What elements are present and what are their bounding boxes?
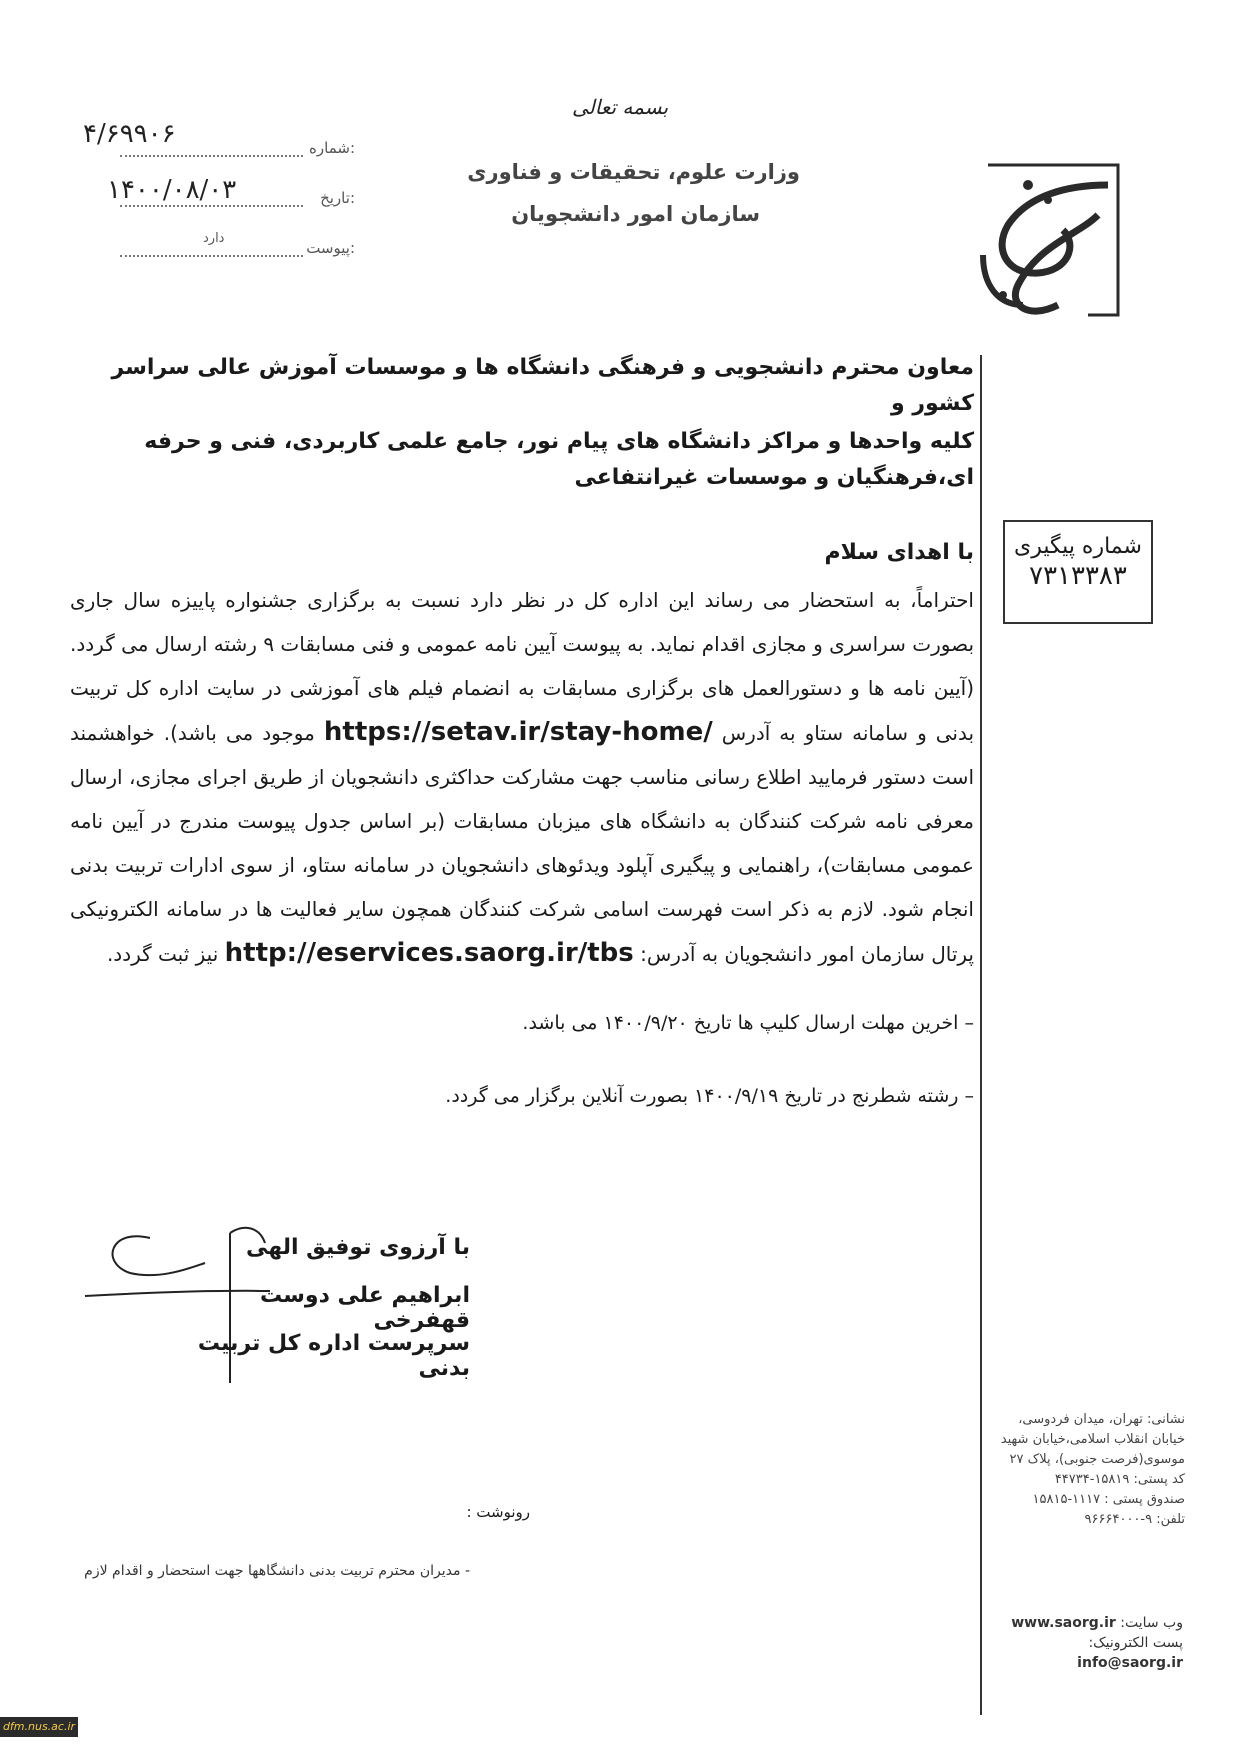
letter-body xyxy=(70,578,974,976)
contact-address: نشانی: تهران، میدان فردوسی، خیابان انقلاب اسلامی،خیابان شهید موسوی(فرصت جنوبی)، پلاک ۲۷ xyxy=(1000,1412,1185,1467)
email-label: پست الکترونیک: xyxy=(1088,1635,1183,1651)
cc-item: - مدیران محترم تربیت بدنی دانشگاهها جهت استحضار و اقدام لازم xyxy=(84,1563,470,1579)
setav-url[interactable]: https://setav.ir/stay-home/ xyxy=(323,717,713,747)
contact-info xyxy=(990,1410,1185,1530)
date-value: ۱۴۰۰/۰۸/۰۳ xyxy=(107,175,237,205)
attachment-value: دارد xyxy=(203,231,225,246)
date-field xyxy=(95,175,355,213)
signer-name: ابراهیم علی دوست قهفرخی xyxy=(260,1283,470,1333)
eservices-url[interactable]: http://eservices.saorg.ir/tbs xyxy=(224,938,634,968)
website-link[interactable]: www.saorg.ir xyxy=(1011,1615,1116,1631)
attachment-dots xyxy=(120,255,303,257)
chess-note: – رشته شطرنج در تاریخ ۱۴۰۰/۹/۱۹ بصورت آنلاین برگزار می گردد. xyxy=(445,1085,974,1107)
besmellah: بسمه تعالی xyxy=(571,95,669,119)
closing-wish: با آرزوی توفیق الهی xyxy=(245,1235,470,1260)
addressee-line-1: معاون محترم دانشجویی و فرهنگی دانشگاه ها و موسسات آموزش عالی سراسر کشور و xyxy=(111,355,974,416)
attachment-label: پیوست: xyxy=(306,239,355,257)
tracking-label: شماره پیگیری xyxy=(1014,534,1142,559)
date-label: تاریخ: xyxy=(320,189,355,207)
deadline-note: – اخرین مهلت ارسال کلیپ ها تاریخ ۱۴۰۰/۹/۲۰ می باشد. xyxy=(522,1012,974,1034)
margin-line xyxy=(980,355,982,1715)
signer-title: سرپرست اداره کل تربیت بدنی xyxy=(197,1331,470,1381)
web-info xyxy=(988,1613,1183,1673)
contact-po-box: صندوق پستی : ۱۱۱۷-۱۵۸۱۵ xyxy=(1032,1492,1185,1507)
organization-logo xyxy=(968,155,1132,325)
cc-title: رونوشت : xyxy=(466,1503,530,1521)
attachment-field xyxy=(95,231,355,263)
addressee-line-2: کلیه واحدها و مراکز دانشگاه های پیام نور، جامع علمی کاربردی، فنی و حرفه ای،فرهنگیان و موسسات غیرانتفاعی xyxy=(144,429,974,490)
greeting: با اهدای سلام xyxy=(824,540,974,565)
ministry-name: وزارت علوم، تحقیقات و فناوری xyxy=(467,160,800,184)
body-paragraph-3: نیز ثبت گردد. xyxy=(106,942,219,966)
date-dots xyxy=(120,205,303,207)
body-paragraph-2: موجود می باشد). خواهشمند است دستور فرمایید اطلاع رسانی مناسب جهت مشارکت حداکثری دانشجویان از طریق اجرای مجازی، ارسال معرفی نامه شرکت کنندگان به دانشگاه های میزبان مسابقات (بر اساس جدول پیوست مندرج در آیین نامه عمومی مسابقات)، راهنمایی و پیگیری آپلود ویدئوهای دانشجویان در سامانه ستاو، از سوی ادارات تربیت بدنی انجام شود. لازم به ذکر است فهرست اسامی شرکت کنندگان همچون سایر فعالیت ها در سامانه الکترونیکی پرتال سازمان امور دانشجویان به آدرس: xyxy=(70,721,974,966)
number-value: ۴/۶۹۹۰۶ xyxy=(83,119,176,149)
tracking-box xyxy=(1003,520,1153,624)
source-tag: dfm.nus.ac.ir xyxy=(0,1717,78,1737)
organization-name: سازمان امور دانشجویان xyxy=(511,202,760,226)
contact-phone: تلفن: ۹-۹۶۶۶۴۰۰۰ xyxy=(1084,1512,1185,1527)
website-label: وب سایت: xyxy=(1120,1615,1183,1631)
body-paragraph-1: احتراماً، به استحضار می رساند این اداره کل در نظر دارد نسبت به برگزاری جشنواره پاییزه سال جاری بصورت سراسری و مجازی اقدام نماید. به پیوست آیین نامه عمومی و فنی مسابقات ۹ رشته ارسال می گردد. (آیین نامه ها و دستورالعمل های برگزاری مسابقات به انضمام فیلم های آموزشی در سایت اداره کل تربیت بدنی و سامانه ستاو به آدرس xyxy=(70,588,975,745)
tracking-number: ۷۳۱۳۳۸۳ xyxy=(1029,561,1127,591)
number-field xyxy=(83,119,355,163)
number-label: شماره: xyxy=(309,139,355,157)
contact-postal-code: کد پستی: ۱۵۸۱۹-۴۴۷۳۴ xyxy=(1054,1472,1185,1487)
number-dots xyxy=(120,155,303,157)
email-link[interactable]: info@saorg.ir xyxy=(1077,1655,1183,1671)
